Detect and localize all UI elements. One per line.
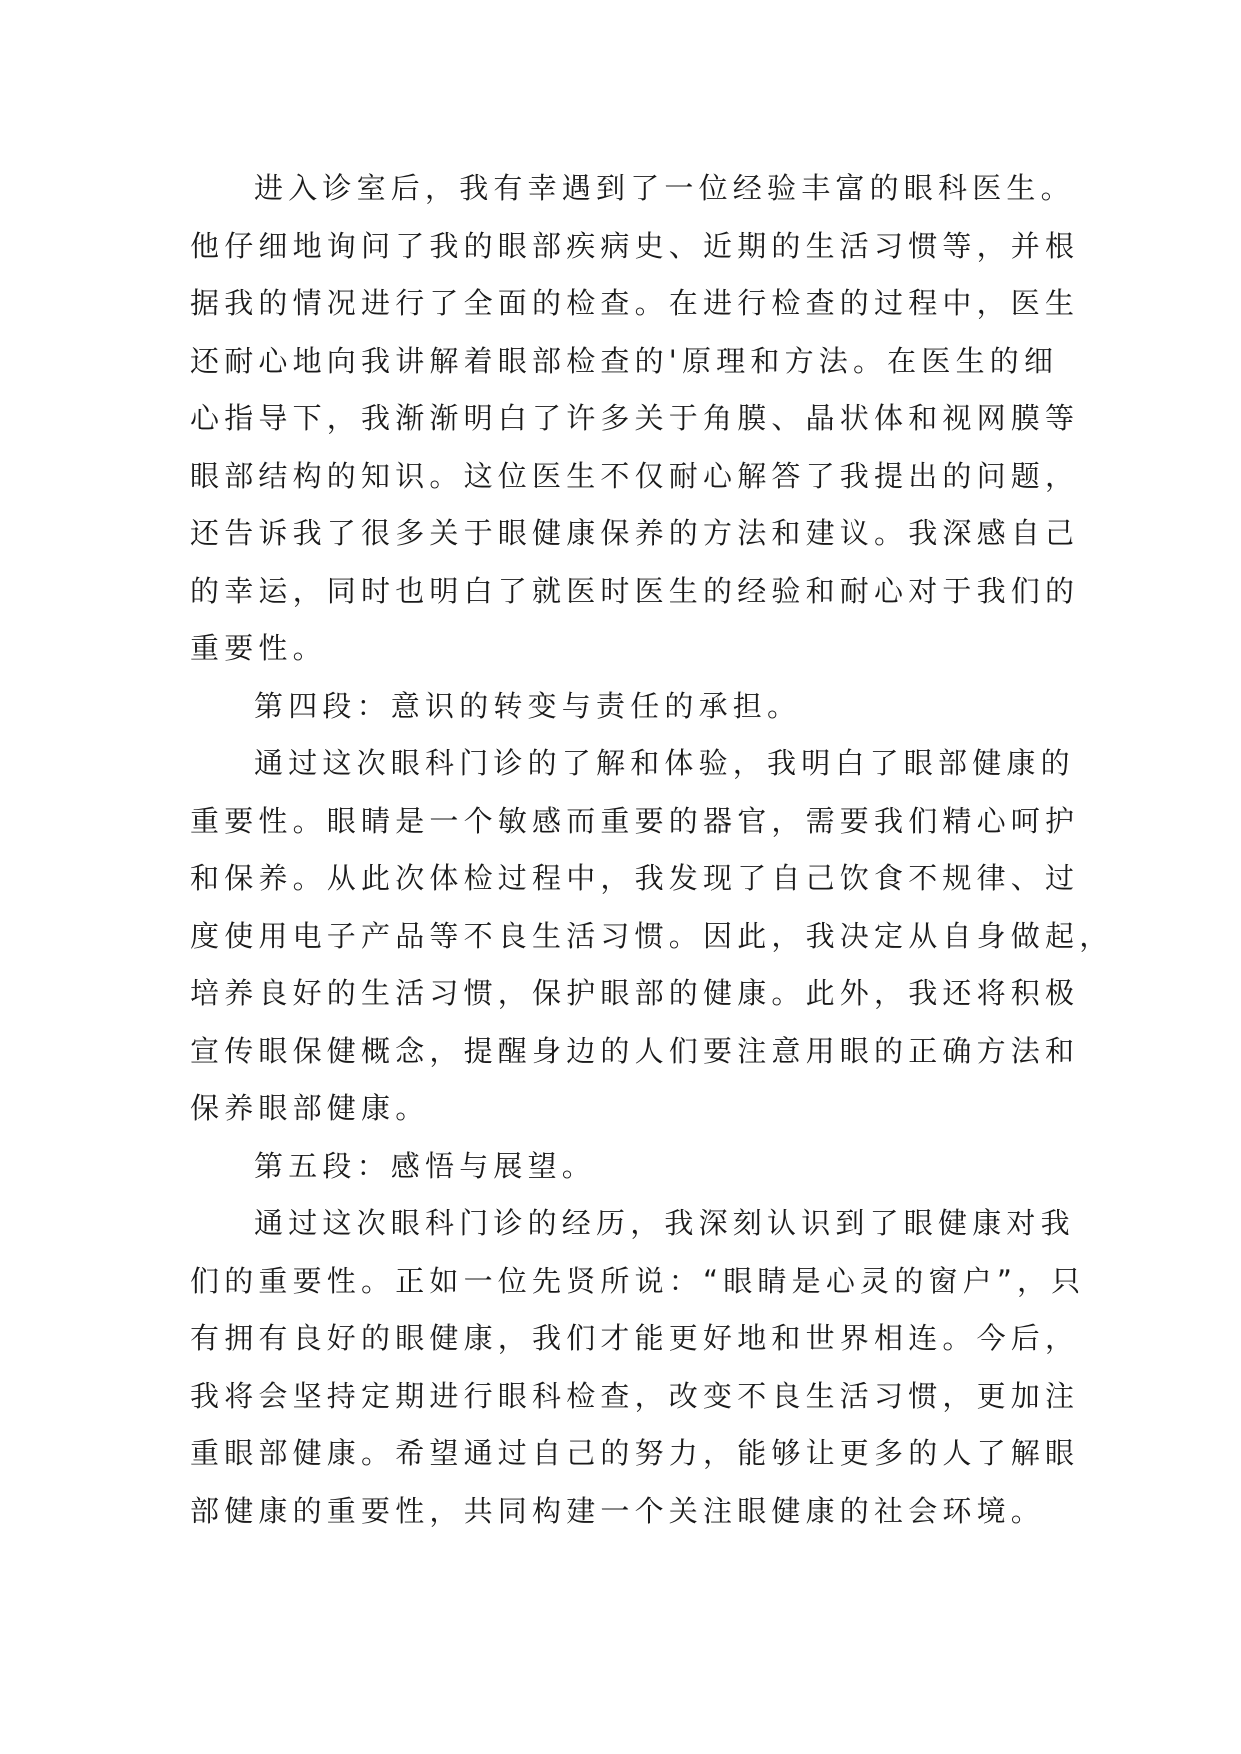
text-line: 度使用电子产品等不良生活习惯。因此，我决定从自身做起， xyxy=(190,918,1114,953)
text-line: 部健康的重要性，共同构建一个关注眼健康的社会环境。 xyxy=(190,1493,1046,1528)
text-line: 有拥有良好的眼健康，我们才能更好地和世界相连。今后， xyxy=(190,1321,1080,1355)
section-heading: 第五段：感悟与展望。 xyxy=(254,1148,597,1183)
text-line: 心指导下，我渐渐明白了许多关于角膜、晶状体和视网膜等 xyxy=(190,401,1080,435)
text-line: 和保养。从此次体检过程中，我发现了自己饮食不规律、过 xyxy=(190,861,1080,895)
text-line: 培养良好的生活习惯，保护眼部的健康。此外，我还将积极 xyxy=(190,976,1080,1010)
text-line: 重要性。眼睛是一个敏感而重要的器官，需要我们精心呵护 xyxy=(190,803,1080,838)
text-line: 重眼部健康。希望通过自己的努力，能够让更多的人了解眼 xyxy=(190,1436,1080,1470)
text-line: 还耐心地向我讲解着眼部检查的'原理和方法。在医生的细 xyxy=(190,343,1059,378)
text-line: 他仔细地询问了我的眼部疾病史、近期的生活习惯等，并根 xyxy=(190,228,1080,263)
text-line: 通过这次眼科门诊的了解和体验，我明白了眼部健康的 xyxy=(254,746,1075,780)
text-line: 进入诊室后，我有幸遇到了一位经验丰富的眼科医生。 xyxy=(254,171,1075,205)
text-line: 们的重要性。正如一位先贤所说：“眼睛是心灵的窗户”，只 xyxy=(190,1263,1086,1298)
text-line: 保养眼部健康。 xyxy=(190,1091,430,1125)
text-line: 还告诉我了很多关于眼健康保养的方法和建议。我深感自己 xyxy=(190,516,1080,550)
text-line: 宣传眼保健概念，提醒身边的人们要注意用眼的正确方法和 xyxy=(190,1033,1080,1068)
text-line: 眼部结构的知识。这位医生不仅耐心解答了我提出的问题， xyxy=(190,458,1080,493)
text-line: 通过这次眼科门诊的经历，我深刻认识到了眼健康对我 xyxy=(254,1206,1075,1240)
text-line: 的幸运，同时也明白了就医时医生的经验和耐心对于我们的 xyxy=(190,573,1080,608)
body-text xyxy=(190,160,1114,1540)
text-line: 据我的情况进行了全面的检查。在进行检查的过程中，医生 xyxy=(190,286,1080,320)
text-line: 重要性。 xyxy=(190,631,327,665)
section-heading: 第四段：意识的转变与责任的承担。 xyxy=(254,688,802,723)
text-line: 我将会坚持定期进行眼科检查，改变不良生活习惯，更加注 xyxy=(190,1378,1080,1413)
